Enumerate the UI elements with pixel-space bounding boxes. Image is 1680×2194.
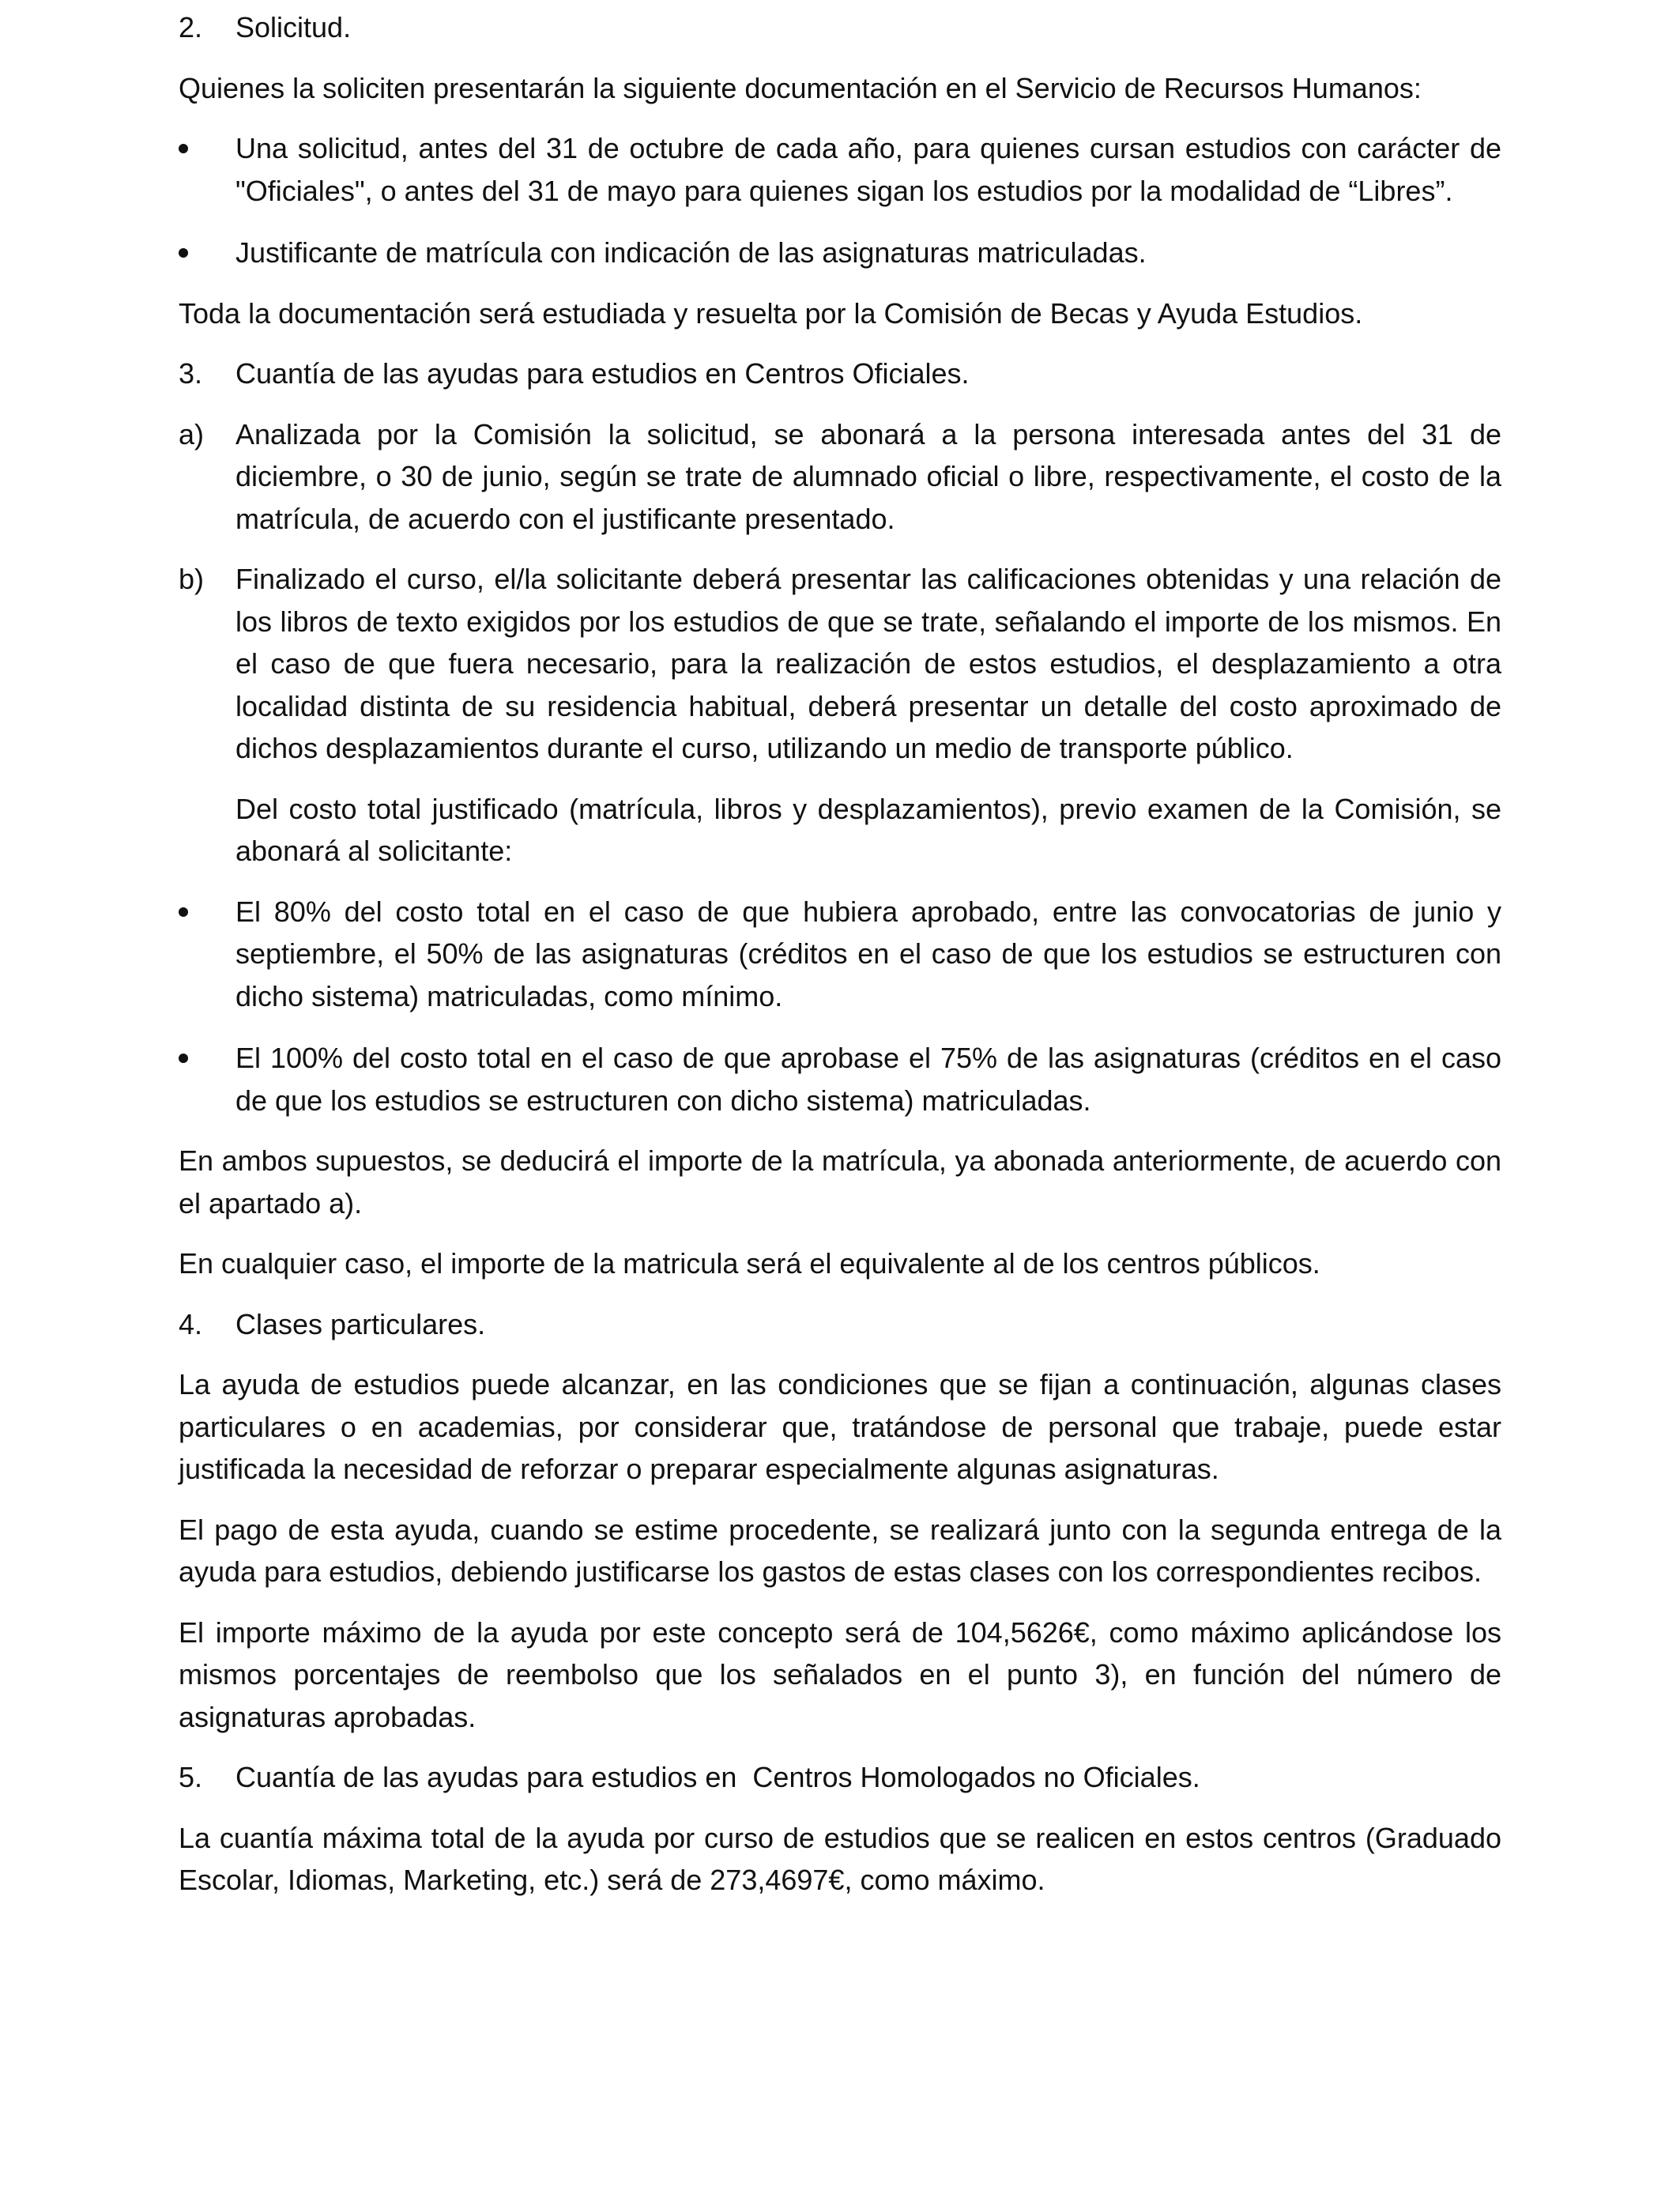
- section-title: Clases particulares.: [235, 1307, 486, 1340]
- section-4-heading: [179, 1303, 1501, 1346]
- item-marker: b): [179, 563, 205, 595]
- section-number: 2.: [179, 11, 203, 43]
- section-5-heading: [179, 1756, 1501, 1799]
- list-item: [179, 232, 1501, 274]
- section-4-paragraph: El importe máximo de la ayuda por este concepto será de 104,5626€, como máximo aplicándose los mismos porcentajes de reembolso que los señalados en el punto 3), en función del número de asignaturas aprobadas.: [179, 1615, 1501, 1733]
- bullet-icon: [179, 891, 235, 1018]
- section-2-closing: Toda la documentación será estudiada y resuelta por la Comisión de Becas y Ayuda Estudios.: [179, 296, 1363, 330]
- section-3-paragraph: En cualquier caso, el importe de la matricula será el equivalente al de los centros públicos.: [179, 1247, 1320, 1280]
- section-2-heading: [179, 6, 1501, 49]
- item-text: Analizada por la Comisión la solicitud, se abonará a la persona interesada antes del 31 de diciembre, o 30 de junio, según se trate de alumnado oficial o libre, respectivamente, el costo de la matrícula, de acuerdo con el justificante presentado.: [235, 417, 1501, 535]
- list-item-text: Justificante de matrícula con indicación de las asignaturas matriculadas.: [235, 236, 1147, 269]
- item-text: Finalizado el curso, el/la solicitante deberá presentar las calificaciones obtenidas y una relación de los libros de texto exigidos por los estudios de que se trate, señalando el importe de los mismos. En el caso de que fuera necesario, para la realización de estos estudios, el desplazamiento a otra localidad distinta de su residencia habitual, deberá presentar un detalle del costo aproximado de dichos desplazamientos durante el curso, utilizando un medio de transporte público.: [235, 563, 1501, 764]
- list-item-text: Una solicitud, antes del 31 de octubre de cada año, para quienes cursan estudios con carácter de "Oficiales", o antes del 31 de mayo para quienes sigan los estudios por la modalidad de “Libres”.: [235, 132, 1501, 207]
- bullet-icon: [179, 232, 235, 274]
- section-5-paragraph: La cuantía máxima total de la ayuda por curso de estudios que se realicen en estos centros (Graduado Escolar, Idiomas, Marketing, etc.) será de 273,4697€, como máximo.: [179, 1821, 1501, 1896]
- section-number: 4.: [179, 1307, 203, 1340]
- section-4-paragraph: La ayuda de estudios puede alcanzar, en las condiciones que se fijan a continuación, algunas clases particulares o en academias, por considerar que, tratándose de personal que trabaje, puede estar justificada la necesidad de reforzar o preparar especialmente algunas asignaturas.: [179, 1368, 1501, 1485]
- section-3-paragraph: En ambos supuestos, se deducirá el importe de la matrícula, ya abonada anteriormente, de acuerdo con el apartado a).: [179, 1144, 1501, 1220]
- section-title: Cuantía de las ayudas para estudios en Centros Oficiales.: [235, 357, 970, 390]
- section-3-bullet-list: [179, 891, 1501, 1122]
- section-number: 5.: [179, 1761, 203, 1793]
- section-3-item-a: [179, 413, 1501, 541]
- list-item-text: El 100% del costo total en el caso de que aprobase el 75% de las asignaturas (créditos en el caso de que los estudios se estructuren con dicho sistema) matriculadas.: [235, 1042, 1501, 1117]
- list-item: [179, 1037, 1501, 1122]
- section-title: Solicitud.: [235, 11, 352, 43]
- list-item: [179, 891, 1501, 1018]
- list-item-text: El 80% del costo total en el caso de que hubiera aprobado, entre las convocatorias de junio y septiembre, el 50% de las asignaturas (créditos en el caso de que los estudios se estructuren con dicho sistema) matriculadas, como mínimo.: [235, 895, 1501, 1012]
- item-marker: a): [179, 417, 205, 450]
- section-3-item-b-followup: Del costo total justificado (matrícula, libros y desplazamientos), previo examen de la Comisión, se abonará al solicitante:: [235, 792, 1501, 867]
- section-2-bullet-list: [179, 127, 1501, 274]
- bullet-icon: [179, 127, 235, 212]
- section-2-intro: Quienes la soliciten presentarán la siguiente documentación en el Servicio de Recursos Humanos:: [179, 71, 1422, 104]
- section-3-item-b: [179, 558, 1501, 770]
- section-number: 3.: [179, 357, 203, 390]
- section-3-heading: [179, 352, 1501, 395]
- list-item: [179, 127, 1501, 212]
- section-title: Cuantía de las ayudas para estudios en Centros Homologados no Oficiales.: [235, 1761, 1200, 1793]
- bullet-icon: [179, 1037, 235, 1122]
- section-4-paragraph: El pago de esta ayuda, cuando se estime procedente, se realizará junto con la segunda entrega de la ayuda para estudios, debiendo justificarse los gastos de estas clases con los correspondientes recibos.: [179, 1513, 1501, 1588]
